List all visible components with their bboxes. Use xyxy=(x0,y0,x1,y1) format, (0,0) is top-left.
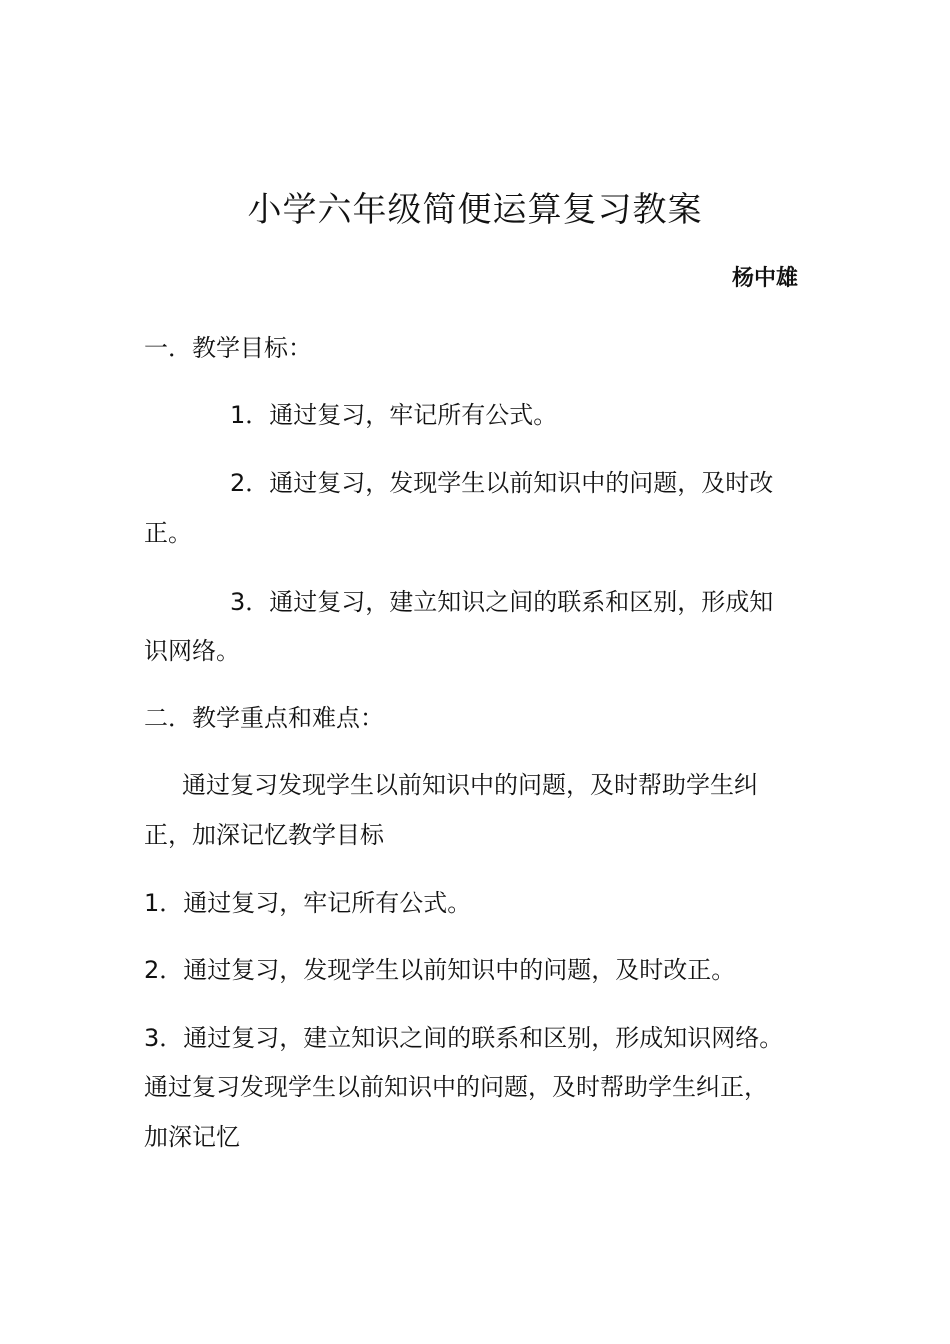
objective-item-3-continued: 识网络。 xyxy=(144,637,240,665)
list-item-3: 3．通过复习，建立知识之间的联系和区别，形成知识网络。 xyxy=(144,1024,784,1052)
closing-paragraph-line-1: 通过复习发现学生以前知识中的问题，及时帮助学生纠正， xyxy=(144,1073,768,1101)
key-points-paragraph-line-2: 正，加深记忆教学目标 xyxy=(144,821,384,849)
section-heading-objectives: 一．教学目标： xyxy=(144,334,312,362)
list-item-2: 2．通过复习，发现学生以前知识中的问题，及时改正。 xyxy=(144,956,736,984)
document-title: 小学六年级简便运算复习教案 xyxy=(247,190,703,230)
author-name: 杨中雄 xyxy=(731,266,798,291)
objective-item-2-continued: 正。 xyxy=(144,519,192,547)
list-item-1: 1．通过复习，牢记所有公式。 xyxy=(144,889,472,917)
section-heading-key-points: 二．教学重点和难点： xyxy=(144,704,384,732)
closing-paragraph-line-2: 加深记忆 xyxy=(144,1123,240,1151)
objective-item-3: 3．通过复习，建立知识之间的联系和区别，形成知 xyxy=(230,588,774,616)
objective-item-1: 1．通过复习，牢记所有公式。 xyxy=(230,401,558,429)
key-points-paragraph-line-1: 通过复习发现学生以前知识中的问题，及时帮助学生纠 xyxy=(182,771,758,799)
objective-item-2: 2．通过复习，发现学生以前知识中的问题，及时改 xyxy=(230,469,774,497)
